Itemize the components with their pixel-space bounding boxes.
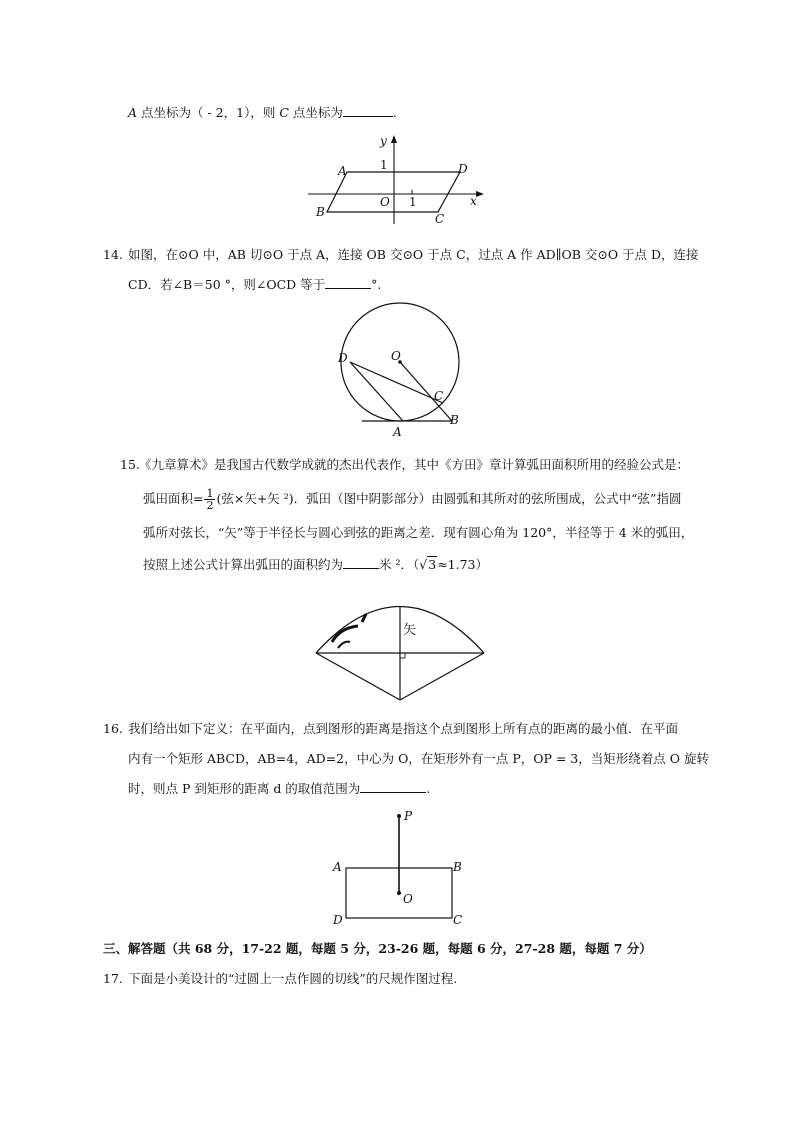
q14-line2 [128, 276, 381, 294]
q13-text-d: 点坐标为 [288, 105, 343, 120]
label-p: P [404, 809, 413, 823]
label-one-x: 1 [409, 195, 417, 209]
q16-number: 16. [103, 721, 123, 736]
q17-text: 下面是小美设计的“过圆上一点作圆的切线”的尺规作图过程. [128, 971, 458, 986]
label-o: O [391, 349, 401, 363]
label-a: A [333, 860, 342, 874]
q15-answer-blank[interactable] [343, 556, 379, 569]
sqrt-symbol: √ [419, 557, 428, 572]
q16-line2: 内有一个矩形 ABCD，AB=4，AD=2，中心为 O，在矩形外有一点 P，OP = 3，当矩形绕着点 O 旋转 [128, 751, 709, 766]
q15-line4-c: ≈1.73） [437, 557, 488, 572]
label-shi: 矢 [403, 623, 417, 638]
section3-title: 三、解答题（共 68 分，17-22 题，每题 5 分，23-26 题，每题 6 分，27-28 题，每题 7 分） [103, 941, 652, 956]
q15-line2-a: 弧田面积= [143, 491, 204, 506]
q14-figure [330, 300, 470, 440]
q16-figure [330, 808, 470, 928]
q15-line4 [143, 556, 488, 574]
point-o [397, 891, 401, 895]
q15-line2-b: (弦×矢+矢 ²)．弧田（图中阴影部分）由圆弧和其所对的弦所围成，公式中“弦”指圆 [216, 491, 682, 506]
q14-line1: 如图，在⊙O 中，AB 切⊙O 于点 A，连接 OB 交⊙O 于点 C，过点 A 作 AD∥OB 交⊙O 于点 D，连接 [128, 247, 699, 262]
q13-end: . [392, 105, 397, 120]
q13-figure [300, 132, 490, 227]
label-c: C [453, 913, 463, 927]
label-a: A [393, 425, 402, 439]
label-one-y: 1 [380, 158, 388, 172]
label-a: A [338, 164, 347, 178]
label-c: C [434, 389, 444, 403]
q15-line1: 《九章算术》是我国古代数学成就的杰出代表作，其中《方田》章计算弧田面积所用的经验公式是： [139, 457, 690, 472]
label-d: D [333, 913, 343, 927]
segment-ob [400, 362, 452, 421]
label-c: C [435, 212, 445, 226]
segment-cd [350, 362, 443, 403]
label-b: B [316, 205, 325, 219]
segment-ad [350, 362, 403, 421]
q16-line3 [128, 780, 430, 798]
q15-line2 [143, 488, 681, 511]
right-angle-mark [400, 653, 405, 658]
q15-line4-b: 米 ²．（ [379, 557, 420, 572]
q14-line2-a: CD．若∠B＝50 °，则∠OCD 等于 [128, 277, 326, 292]
q17-number: 17. [103, 971, 123, 986]
label-y: y [380, 134, 387, 148]
q16-answer-blank[interactable] [360, 780, 426, 793]
y-axis-arrow [391, 135, 397, 143]
label-d: D [458, 162, 468, 176]
q13-text-b: 点坐标为（ - 2，1），则 [137, 105, 280, 120]
x-axis-arrow [476, 191, 484, 197]
q16-line1: 我们给出如下定义：在平面内，点到图形的距离是指这个点到图形上所有点的距离的最小值．在平面 [128, 721, 679, 736]
label-x: x [470, 194, 477, 208]
radius-right [400, 653, 484, 700]
q13-text [128, 104, 397, 122]
point-p [397, 814, 401, 818]
q15-number: 15. [120, 457, 140, 472]
label-b: B [450, 413, 459, 427]
label-d: D [338, 351, 348, 365]
q16-line3-b: . [426, 781, 431, 796]
q14-line2-b: °. [371, 277, 382, 292]
q14-answer-blank[interactable] [325, 276, 371, 289]
q15-line4-a: 按照上述公式计算出弧田的面积约为 [143, 557, 344, 572]
q13-answer-blank[interactable] [343, 104, 393, 117]
q15-figure [310, 600, 490, 710]
q16-line3-a: 时，则点 P 到矩形的距离 d 的取值范围为 [128, 781, 361, 796]
label-o: O [380, 195, 390, 209]
label-b: B [453, 860, 462, 874]
q14-number: 14. [103, 247, 123, 262]
label-o: O [403, 892, 413, 906]
q13-text-c: C [279, 105, 289, 120]
sqrt-value: 3 [428, 557, 437, 572]
fraction-one-half [204, 488, 215, 511]
frac-num: 1 [206, 487, 214, 500]
angle-mark-inner [338, 642, 350, 648]
radius-left [316, 653, 400, 700]
q15-line3: 弧所对弦长，“矢”等于半径长与圆心到弦的距离之差．现有圆心角为 120°，半径等于 4 米的弧田， [143, 525, 694, 540]
q13-text-a: A [128, 105, 138, 120]
frac-den: 2 [206, 499, 214, 512]
